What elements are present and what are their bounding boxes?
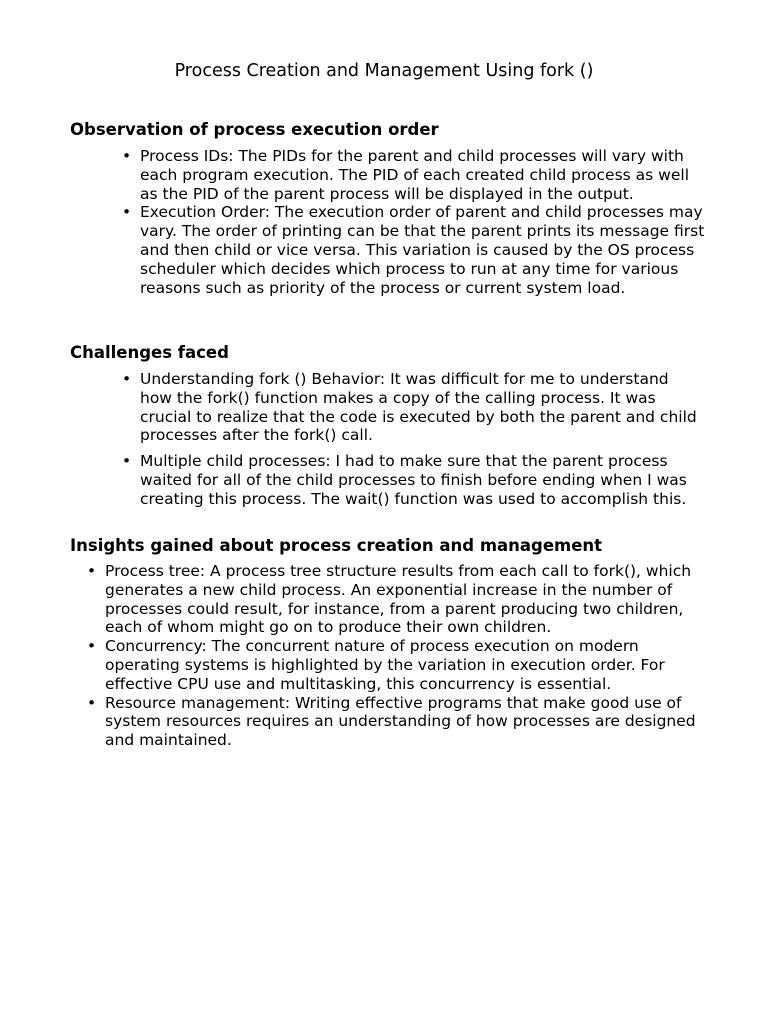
- list-item: [122, 370, 700, 445]
- list-item: [122, 203, 710, 297]
- bullet-icon: •: [87, 693, 97, 712]
- list-item-text: Resource management: Writing effective programs that make good use of system resources requires an understanding of how processes are designed and maintained.: [105, 693, 696, 750]
- list-item-text: Execution Order: The execution order of parent and child processes may vary. The order of printing can be that the parent prints its message first and then child or vice versa. This variation is caused by the OS process scheduler which decides which process to run at any time for various reasons such as priority of the process or current system load.: [140, 203, 705, 297]
- list-item: [122, 452, 700, 508]
- bullet-icon: •: [122, 370, 132, 388]
- section-heading-challenges: Challenges faced: [70, 343, 229, 362]
- list-item-text: Understanding fork () Behavior: It was difficult for me to understand how the fork() function makes a copy of the calling process. It was crucial to realize that the code is executed by both the parent and child processes after the fork() call.: [140, 370, 697, 445]
- bullet-icon: •: [87, 562, 97, 580]
- bullet-icon: •: [87, 637, 97, 656]
- document-title: Process Creation and Management Using fork (): [174, 61, 594, 81]
- list-item: [122, 147, 710, 203]
- list-item-text: Process tree: A process tree structure results from each call to fork(), which generates a new child process. An exponential increase in the number of processes could result, for instance, from a parent producing two children, each of whom might go on to produce their own children.: [105, 562, 692, 637]
- challenges-list: [122, 370, 700, 509]
- list-item-text: Multiple child processes: I had to make sure that the parent process waited for all of the child processes to finish before ending when I was creating this process. The wait() function was used to accomplish this.: [140, 452, 687, 508]
- list-item-text: Concurrency: The concurrent nature of process execution on modern operating systems is highlighted by the variation in execution order. For effective CPU use and multitasking, this concurrency is essential.: [105, 637, 665, 693]
- section-heading-insights: Insights gained about process creation and management: [70, 536, 603, 555]
- list-item: [87, 562, 705, 637]
- list-item: [87, 637, 705, 693]
- bullet-icon: •: [122, 203, 132, 222]
- bullet-icon: •: [122, 452, 132, 471]
- observation-list: [122, 147, 710, 297]
- list-item-text: Process IDs: The PIDs for the parent and child processes will vary with each program execution. The PID of each created child process as well as the PID of the parent process will be displayed in the output.: [140, 147, 690, 203]
- insights-list: [87, 562, 705, 750]
- section-heading-observation: Observation of process execution order: [70, 120, 439, 139]
- list-item: [87, 693, 705, 750]
- bullet-icon: •: [122, 147, 132, 165]
